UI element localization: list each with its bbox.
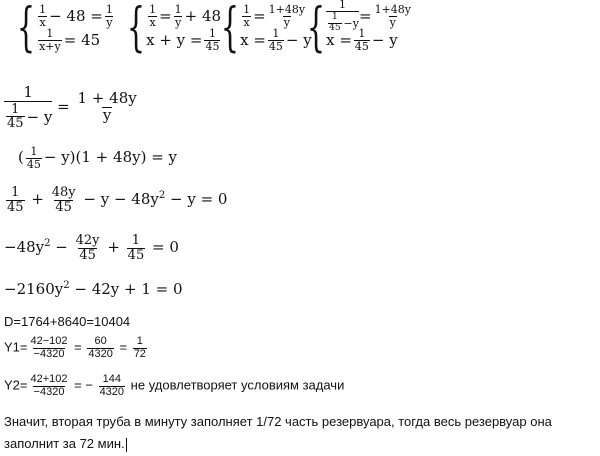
denominator: y	[389, 15, 396, 29]
lhs: x =	[240, 31, 266, 49]
operator: + 48	[184, 7, 222, 25]
rejection-note: не удовлетворяет условиям задачи	[130, 377, 345, 393]
equation-system-1	[2, 0, 116, 58]
denominator: 4320	[99, 385, 125, 398]
numerator: 1	[11, 101, 20, 117]
denominator: 45	[55, 199, 72, 215]
discriminant-line: D=1764+8640=10404	[4, 314, 131, 329]
denominator: 45	[205, 39, 220, 53]
numerator: 1	[243, 2, 251, 16]
rhs: − y	[371, 31, 398, 49]
operator: −	[50, 238, 68, 257]
denominator: 45	[7, 199, 24, 215]
denominator: 45	[127, 247, 145, 263]
numerator: 42−102	[30, 335, 68, 347]
numerator: 1	[46, 26, 54, 40]
numerator: 1	[339, 0, 347, 12]
numerator: 1	[11, 185, 20, 200]
numerator: 1	[30, 145, 38, 158]
operator: =	[57, 97, 70, 116]
numerator: 1	[174, 2, 182, 16]
denominator: y	[175, 15, 182, 29]
operator: = 45	[63, 31, 101, 49]
equation-expanded	[4, 186, 227, 214]
operator: − 48 =	[49, 7, 103, 25]
denominator: 45	[329, 22, 341, 33]
operator: =	[358, 7, 372, 25]
equation-quadratic	[4, 280, 183, 298]
operator: =	[159, 7, 172, 25]
left-brace: {	[220, 0, 240, 58]
operator: +	[107, 238, 120, 257]
numerator: 1	[358, 26, 366, 40]
equation-system-4	[292, 0, 414, 58]
label: Y2=	[4, 377, 28, 393]
root-y2-line	[4, 374, 344, 398]
numerator: 1+48y	[268, 2, 306, 16]
open-paren: (	[18, 148, 24, 167]
exponent: 2	[44, 238, 51, 250]
denominator: 4320	[88, 347, 113, 360]
numerator: 42y	[75, 233, 100, 248]
numerator: 1	[331, 12, 338, 23]
numerator: 1	[23, 83, 33, 101]
denominator: 45	[26, 157, 41, 171]
rhs: − y	[285, 31, 312, 49]
numerator: 48y	[51, 185, 76, 200]
denominator: 72	[133, 347, 146, 360]
numerator: 42+102	[30, 373, 68, 385]
numerator: 1	[105, 2, 113, 16]
denominator: y	[102, 105, 112, 124]
denominator-rest: − y	[26, 107, 53, 126]
denominator: 45	[7, 116, 24, 132]
equation-quadratic-fractional	[4, 234, 179, 262]
denominator: 45	[79, 247, 96, 263]
numerator: 60	[94, 335, 107, 347]
numerator: 1	[208, 26, 216, 40]
denominator: x	[243, 15, 250, 29]
numerator: 1	[149, 2, 157, 16]
expression-rest: − y − 48y	[83, 190, 159, 209]
denominator: x	[39, 15, 46, 29]
denominator: 45	[354, 39, 369, 53]
numerator: 144	[102, 373, 121, 385]
numerator: 1	[131, 233, 141, 248]
term: −48y	[4, 238, 45, 257]
expression-rest: = 0	[152, 238, 179, 257]
left-brace: {	[16, 0, 36, 58]
numerator: 1	[39, 2, 47, 16]
denominator: x	[149, 15, 156, 29]
lhs: x =	[326, 31, 352, 49]
denominator: y	[106, 15, 113, 29]
numerator: 1 + 48y	[77, 89, 137, 108]
conclusion-text: Значит, вторая труба в минуту заполняет 1/72 часть резервуара, тогда весь резервуар она заполнит за 72 мин.	[4, 414, 552, 451]
left-brace: {	[126, 0, 146, 58]
root-y1-line	[4, 336, 149, 360]
denominator: −4320	[33, 347, 65, 360]
operator: +	[31, 190, 44, 209]
lhs: x + y =	[146, 31, 203, 49]
numerator: 1	[272, 26, 280, 40]
operator: =	[119, 339, 128, 355]
operator: =	[74, 339, 82, 355]
denominator: 45	[268, 39, 283, 53]
denominator: −4320	[33, 385, 65, 398]
exponent: 2	[158, 190, 166, 202]
left-brace: {	[306, 0, 326, 58]
numerator: 1	[136, 335, 143, 347]
denominator: x+y	[39, 39, 61, 53]
label: Y1=	[4, 339, 28, 355]
numerator: 1+48y	[374, 2, 411, 16]
operator: = −	[74, 377, 93, 393]
denominator: y	[283, 15, 290, 29]
expression-rest: − y = 0	[165, 190, 228, 209]
conclusion-paragraph	[4, 411, 594, 455]
denominator-rest: −y	[343, 16, 359, 30]
expression-rest: − 42y + 1 = 0	[69, 280, 183, 298]
operator: =	[253, 7, 266, 25]
expression-rest: − y)(1 + 48y) = y	[43, 148, 178, 167]
term: −2160y	[4, 280, 64, 298]
exponent: 2	[63, 280, 70, 291]
equation-product	[18, 146, 177, 170]
text-cursor	[126, 438, 127, 452]
equation-compound-fraction	[4, 84, 140, 131]
